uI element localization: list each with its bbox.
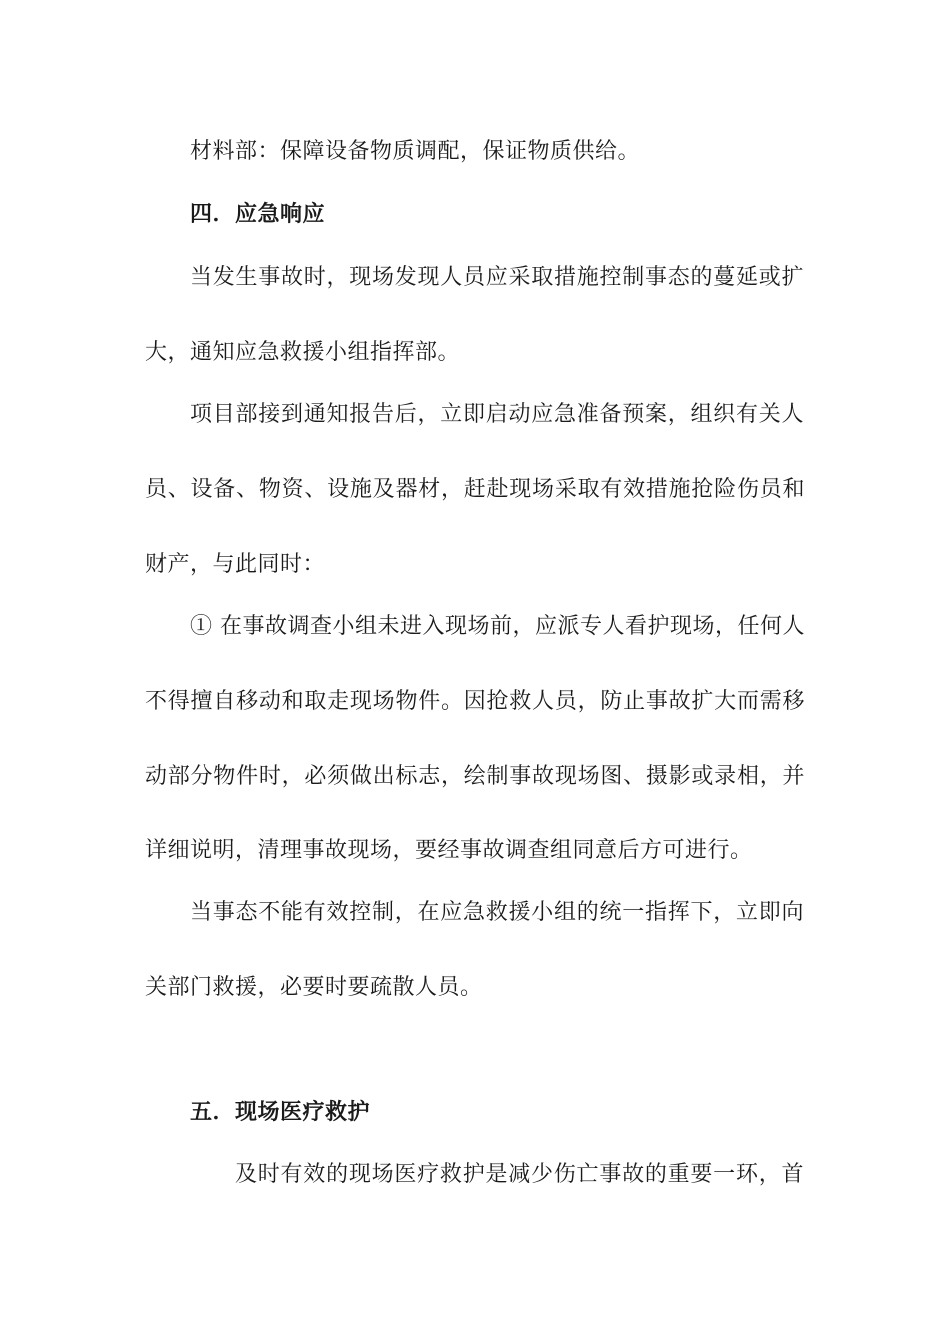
section-heading-onsite-medical-rescue: 五．现场医疗救护 [190,1100,371,1125]
paragraph-line: 项目部接到通知报告后，立即启动应急准备预案，组织有关人 [190,402,804,427]
paragraph-line: 当发生事故时，现场发现人员应采取措施控制事态的蔓延或扩 [190,265,804,290]
paragraph-line: 不得擅自移动和取走现场物件。因抢救人员，防止事故扩大而需移 [145,689,805,714]
paragraph-line: 动部分物件时，必须做出标志，绘制事故现场图、摄影或录相，并 [145,764,805,789]
paragraph-materials-dept: 材料部：保障设备物质调配，保证物质供给。 [190,139,641,164]
paragraph-line: 关部门救援，必要时要疏散人员。 [145,975,483,1000]
section-heading-emergency-response: 四．应急响应 [190,202,326,227]
paragraph-line: 详细说明，清理事故现场，要经事故调查组同意后方可进行。 [145,838,753,863]
paragraph-line: 员、设备、物资、设施及器材，赶赴现场采取有效措施抢险伤员和 [145,477,805,502]
paragraph-line: 及时有效的现场医疗救护是减少伤亡事故的重要一环，首 [235,1162,804,1187]
paragraph-line: 大，通知应急救援小组指挥部。 [145,340,461,365]
paragraph-line: 当事态不能有效控制，在应急救援小组的统一指挥下，立即向 [190,900,804,925]
paragraph-line: 财产，与此同时： [145,552,326,577]
paragraph-line: ① 在事故调查小组未进入现场前，应派专人看护现场，任何人 [190,614,805,639]
